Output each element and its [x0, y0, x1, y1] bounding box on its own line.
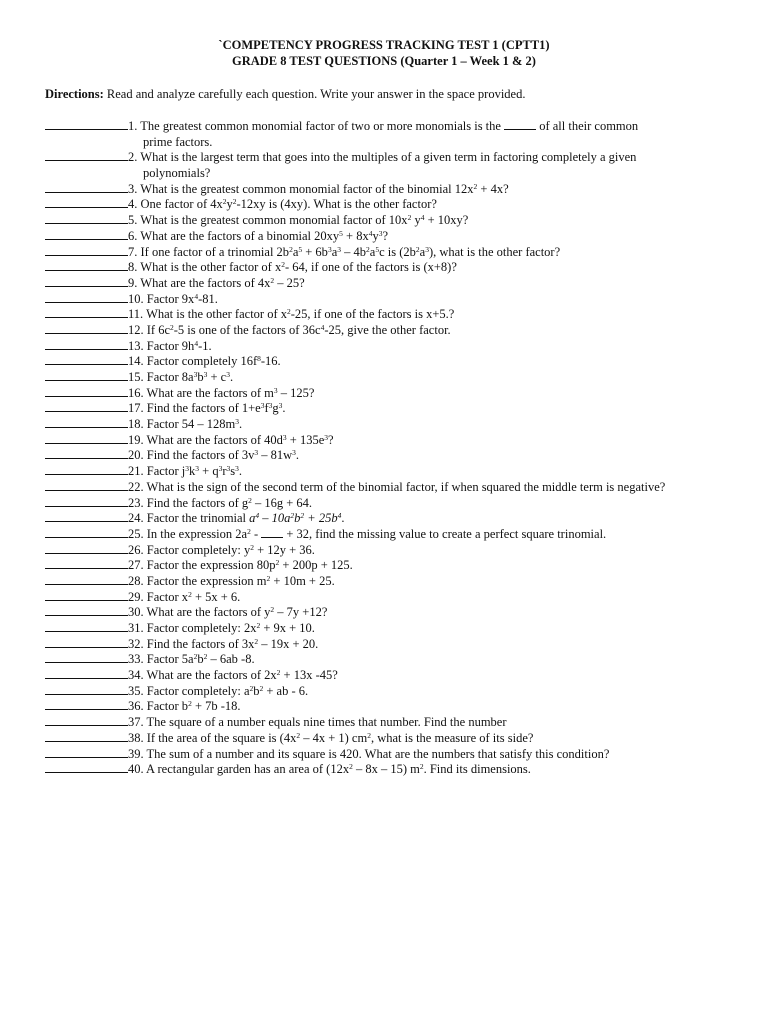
answer-blank-19[interactable] — [45, 431, 128, 444]
question-4: 4. One factor of $4x^2y^2-12xy$ is (4xy). What is the other factor? — [45, 195, 735, 211]
question-34: 34. What are the factors of $2x^2 + 13x$ -45? — [45, 666, 735, 682]
question-26: 26. Factor completely: $y^2 + 12y + 36$. — [45, 541, 735, 557]
question-27: 27. Factor the expression $80p^2 + 200p + 125$. — [45, 556, 735, 572]
answer-blank-2[interactable] — [45, 148, 128, 161]
answer-blank-36[interactable] — [45, 697, 128, 710]
answer-blank-31[interactable] — [45, 619, 128, 632]
question-35: 35. Factor completely: $a^2b^2$ + ab - 6. — [45, 682, 735, 698]
answer-blank-21[interactable] — [45, 462, 128, 475]
question-5: 5. What is the greatest common monomial factor of $10x^2$ $y^4 + 10xy$? — [45, 211, 735, 227]
answer-blank-6[interactable] — [45, 227, 128, 240]
question-2: 2. What is the largest term that goes into the multiples of a given term in factoring completely a given polynomials? — [45, 148, 735, 179]
question-8: 8. What is the other factor of $x^2-$ 64, if one of the factors is (x+8)? — [45, 258, 735, 274]
question-7: 7. If one factor of a trinomial $2b^2a^5 + 6b^3a^3 - 4b^2a^5c$ is $(2b^2a^3)$, what is the other factor? — [45, 243, 735, 259]
question-1: 1. The greatest common monomial factor of two or more monomials is the of all their common prime factors. — [45, 117, 735, 148]
answer-blank-37[interactable] — [45, 713, 128, 726]
directions — [45, 86, 525, 102]
question-31: 31. Factor completely: $2x^2 + 9x + 10$. — [45, 619, 735, 635]
question-21: 21. Factor $j^3k^3 + q^3r^3s^3$. — [45, 462, 735, 478]
test-title: `COMPETENCY PROGRESS TRACKING TEST 1 (CPTT1) — [218, 38, 550, 52]
answer-blank-17[interactable] — [45, 399, 128, 412]
directions-text: Read and analyze carefully each question. Write your answer in the space provided. — [103, 87, 526, 101]
answer-blank-12[interactable] — [45, 321, 128, 334]
question-32: 32. Find the factors of $3x^2 - 19x + 20$. — [45, 635, 735, 651]
answer-blank-4[interactable] — [45, 195, 128, 208]
answer-blank-5[interactable] — [45, 211, 128, 224]
answer-blank-29[interactable] — [45, 588, 128, 601]
answer-blank-11[interactable] — [45, 305, 128, 318]
question-9: 9. What are the factors of $4x^2 - 25$? — [45, 274, 735, 290]
answer-blank-23[interactable] — [45, 494, 128, 507]
question-38: 38. If the area of the square is $(4x^2 - 4x + 1)$ $cm^2$, what is the measure of its side? — [45, 729, 735, 745]
question-23: 23. Find the factors of $g^2 - 16g + 64$. — [45, 494, 735, 510]
inline-blank — [504, 118, 536, 130]
question-12: 12. If $6c^2-5$ is one of the factors of $36c^4-25$, give the other factor. — [45, 321, 735, 337]
answer-blank-25[interactable] — [45, 525, 128, 538]
answer-blank-22[interactable] — [45, 478, 128, 491]
question-18: 18. Factor $54 - 128m^3$. — [45, 415, 735, 431]
question-24: 24. Factor the trinomial $a^4 - 10a^2b^2 + 25b^4$. — [45, 509, 735, 525]
question-28: 28. Factor the expression $m^2 + 10m + 25$. — [45, 572, 735, 588]
question-13: 13. Factor $9h^4-1$. — [45, 337, 735, 353]
question-16: 16. What are the factors of $m^3 - 125$? — [45, 384, 735, 400]
answer-blank-40[interactable] — [45, 760, 128, 773]
answer-blank-13[interactable] — [45, 337, 128, 350]
answer-blank-7[interactable] — [45, 243, 128, 256]
question-37: 37. The square of a number equals nine times that number. Find the number — [45, 713, 735, 729]
question-30: 30. What are the factors of $y^2 - 7y +12$? — [45, 603, 735, 619]
question-14: 14. Factor completely $16f^8-16$. — [45, 352, 735, 368]
question-11: 11. What is the other factor of $x^2-25$, if one of the factors is x+5.? — [45, 305, 735, 321]
answer-blank-32[interactable] — [45, 635, 128, 648]
test-subtitle: GRADE 8 TEST QUESTIONS (Quarter 1 – Week 1 & 2) — [232, 54, 536, 68]
answer-blank-16[interactable] — [45, 384, 128, 397]
question-39: 39. The sum of a number and its square is 420. What are the numbers that satisfy this condition? — [45, 745, 735, 761]
answer-blank-38[interactable] — [45, 729, 128, 742]
question-22: 22. What is the sign of the second term of the binomial factor, if when squared the middle term is negative? — [45, 478, 735, 494]
question-33: 33. Factor $5a^2b^2 - 6ab$ -8. — [45, 650, 735, 666]
answer-blank-35[interactable] — [45, 682, 128, 695]
answer-blank-33[interactable] — [45, 650, 128, 663]
answer-blank-26[interactable] — [45, 541, 128, 554]
question-3: 3. What is the greatest common monomial factor of the binomial $12x^2 + 4x$? — [45, 180, 735, 196]
question-15: 15. Factor $8a^3b^3 + c^3$. — [45, 368, 735, 384]
answer-blank-28[interactable] — [45, 572, 128, 585]
answer-blank-1[interactable] — [45, 117, 128, 130]
question-6: 6. What are the factors of a binomial $20xy^5 + 8x^4y^3$? — [45, 227, 735, 243]
answer-blank-9[interactable] — [45, 274, 128, 287]
question-40: 40. A rectangular garden has an area of $(12x^2 - 8x - 15)$ $m^2$. Find its dimensions. — [45, 760, 735, 776]
answer-blank-10[interactable] — [45, 290, 128, 303]
answer-blank-3[interactable] — [45, 180, 128, 193]
answer-blank-24[interactable] — [45, 509, 128, 522]
answer-blank-15[interactable] — [45, 368, 128, 381]
inline-blank — [261, 526, 283, 538]
question-29: 29. Factor $x^2 + 5x + 6$. — [45, 588, 735, 604]
question-25: 25. In the expression $2a^2$ - + 32, find the missing value to create a perfect square trinomial. — [45, 525, 735, 541]
answer-blank-34[interactable] — [45, 666, 128, 679]
question-36: 36. Factor $b^2 + 7b$ -18. — [45, 697, 735, 713]
question-list — [45, 117, 735, 776]
answer-blank-20[interactable] — [45, 446, 128, 459]
question-20: 20. Find the factors of $3v^3 - 81w^3$. — [45, 446, 735, 462]
answer-blank-27[interactable] — [45, 556, 128, 569]
answer-blank-30[interactable] — [45, 603, 128, 616]
question-19: 19. What are the factors of $40d^3 + 135e^3$? — [45, 431, 735, 447]
question-17: 17. Find the factors of $1+e^3f^3g^3$. — [45, 399, 735, 415]
answer-blank-18[interactable] — [45, 415, 128, 428]
question-10: 10. Factor $9x^4-81$. — [45, 290, 735, 306]
answer-blank-8[interactable] — [45, 258, 128, 271]
answer-blank-39[interactable] — [45, 745, 128, 758]
directions-label: Directions: — [45, 87, 104, 101]
answer-blank-14[interactable] — [45, 352, 128, 365]
